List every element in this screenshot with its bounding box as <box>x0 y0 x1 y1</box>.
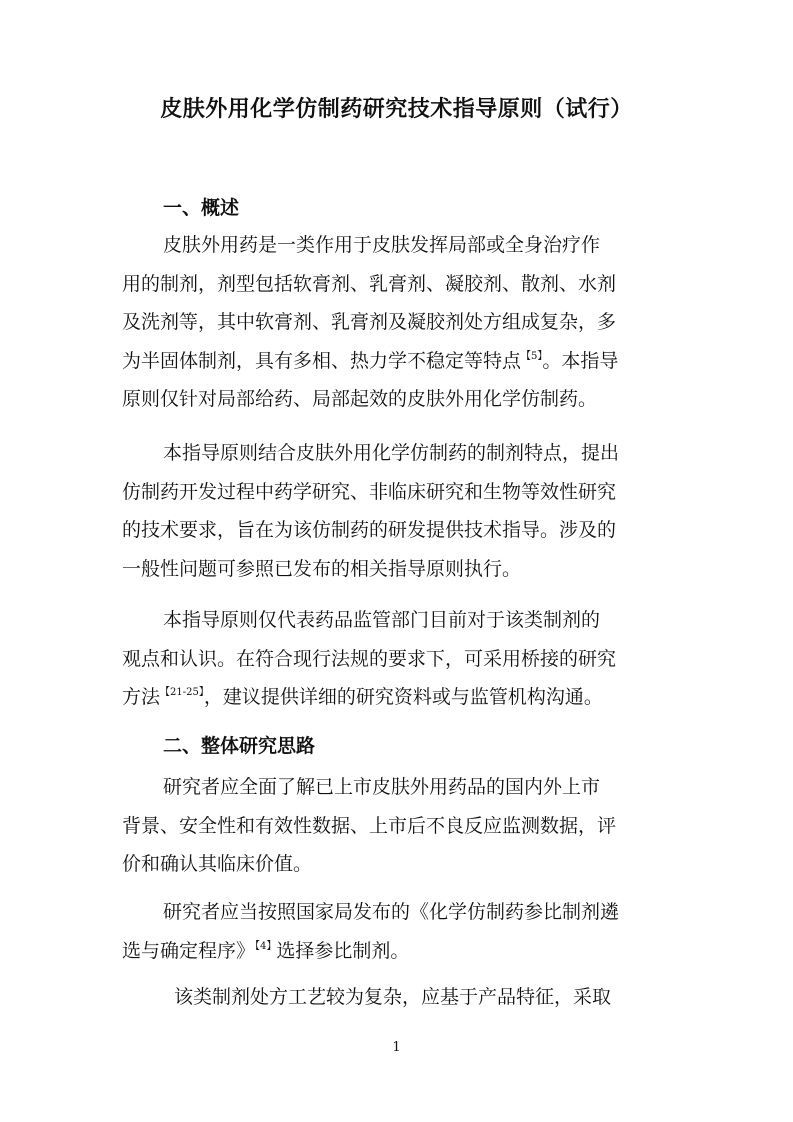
paragraph-overview-3: 本指导原则仅代表药品监管部门目前对于该类制剂的 观点和认识。在符合现行法规的要求下，可采用桥接的研究 方法$^{【21-25】}$，建议提供详细的研究资料或与监管机构沟通。 <box>122 609 617 708</box>
paragraph-overview-2: 本指导原则结合皮肤外用化学仿制药的制剂特点，提出 仿制药开发过程中药学研究、非临床研究和生物等效性研究 的技术要求，旨在为该仿制药的研发提供技术指导。涉及的 一般性问题可参照已发布的相关指导原则执行。 <box>122 442 620 580</box>
page-number: 1 <box>392 1040 401 1055</box>
page-title: 皮肤外用化学仿制药研究技术指导原则（试行） <box>160 97 633 122</box>
reference-marker: 【21-25】 <box>160 687 204 698</box>
reference-marker: 【4】 <box>255 940 277 952</box>
section-heading-overview: 一、概述 <box>163 197 240 219</box>
reference-marker: 【5】 <box>521 350 543 362</box>
paragraph-overview-1: 皮肤外用药是一类作用于皮肤发挥局部或全身治疗作 用的制剂，剂型包括软膏剂、乳膏剂、凝胶剂、散剂、水剂 及洗剂等，其中软膏剂、乳膏剂及凝胶剂处方组成复杂，多 为半固体制剂，具有多相、热力学不稳定等特点$^{【5】}$。本指导 原则仅针对局部给药、局部起效的皮肤外用化学仿制药。 <box>122 234 619 410</box>
paragraph-approach-1: 研究者应全面了解已上市皮肤外用药品的国内外上市 背景、安全性和有效性数据、上市后不良反应监测数据，评 价和确认其临床价值。 <box>122 776 617 875</box>
paragraph-approach-3: 该类制剂处方工艺较为复杂，应基于产品特征，采取 <box>174 986 612 1008</box>
paragraph-approach-2: 研究者应当按照国家局发布的《化学仿制药参比制剂遴 选与确定程序》$^{【4】}$选择参比制剂。 <box>122 901 620 962</box>
section-heading-research-approach: 二、整体研究思路 <box>163 735 316 757</box>
